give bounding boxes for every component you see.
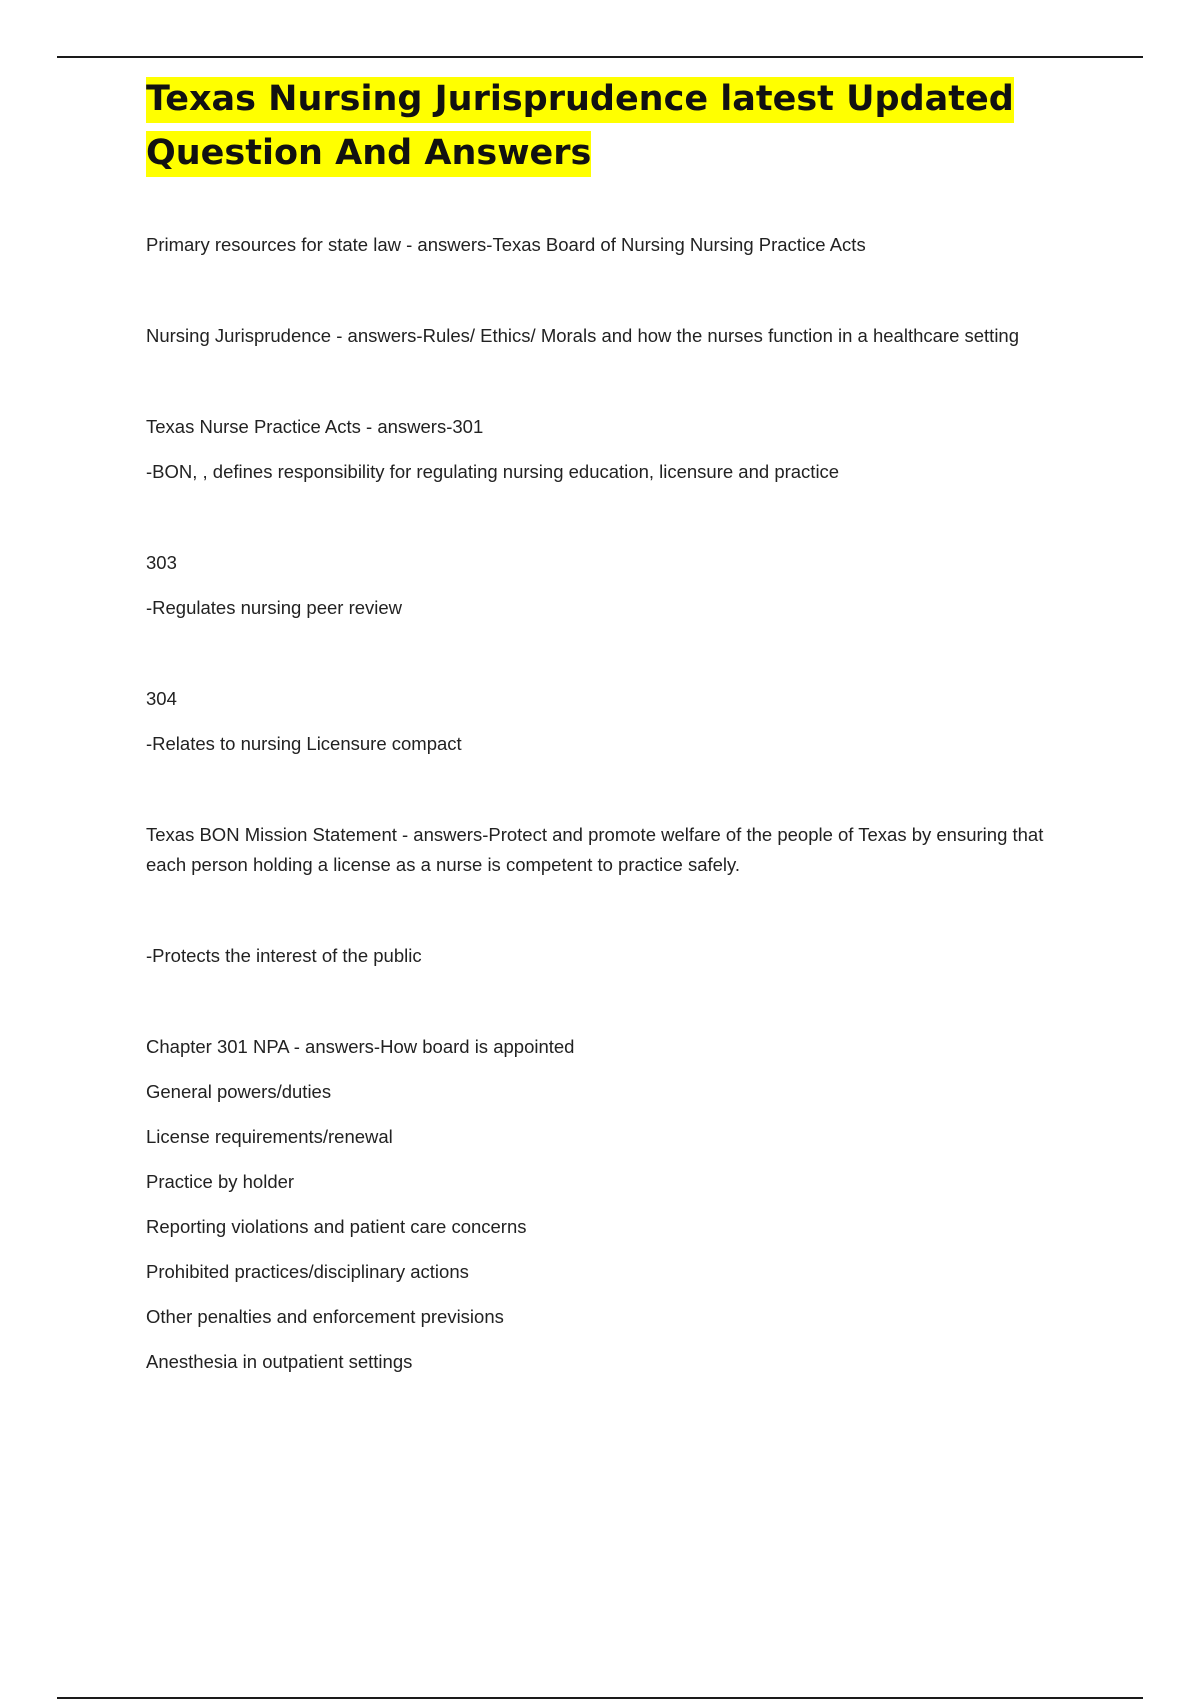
qa-entry-301-detail: -BON, , defines responsibility for regulating nursing education, licensure and practice — [146, 461, 840, 482]
qa-entry-protects-public: -Protects the interest of the public — [146, 945, 422, 966]
list-item: Anesthesia in outpatient settings — [146, 1351, 413, 1372]
qa-entry-chapter-301: Chapter 301 NPA - answers-How board is appointed — [146, 1036, 575, 1057]
page-title — [146, 72, 1046, 180]
list-item: Other penalties and enforcement previsions — [146, 1306, 504, 1327]
qa-entry-mission-statement: Texas BON Mission Statement - answers-Protect and promote welfare of the people of Texas by ensuring that each person holding a license as a nurse is competent to practice safely. — [146, 824, 1044, 875]
list-item: General powers/duties — [146, 1081, 332, 1102]
qa-entry-304: 304 — [146, 688, 177, 709]
title-line-1: Texas Nursing Jurisprudence latest Updated — [146, 77, 1014, 123]
qa-entry-nurse-practice-acts: Texas Nurse Practice Acts - answers-301 — [146, 416, 484, 437]
qa-entry-303-detail: -Regulates nursing peer review — [146, 597, 403, 618]
qa-entry-303: 303 — [146, 552, 177, 573]
top-rule — [57, 56, 1143, 58]
qa-entry-nursing-jurisprudence: Nursing Jurisprudence - answers-Rules/ Ethics/ Morals and how the nurses function in a healthcare setting — [146, 325, 1020, 346]
qa-list — [146, 230, 1046, 1377]
qa-entry-primary-resources: Primary resources for state law - answers-Texas Board of Nursing Nursing Practice Acts — [146, 234, 866, 255]
qa-entry-304-detail: -Relates to nursing Licensure compact — [146, 733, 462, 754]
list-item: Practice by holder — [146, 1171, 295, 1192]
document-body — [146, 72, 1046, 1377]
list-item: License requirements/renewal — [146, 1126, 393, 1147]
list-item: Prohibited practices/disciplinary actions — [146, 1261, 469, 1282]
title-line-2: Question And Answers — [146, 131, 591, 177]
bottom-rule — [57, 1697, 1143, 1699]
list-item: Reporting violations and patient care concerns — [146, 1216, 527, 1237]
